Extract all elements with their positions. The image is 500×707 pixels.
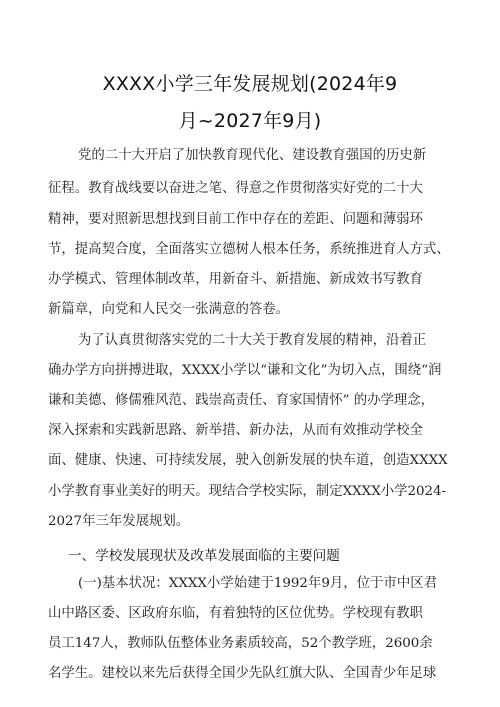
paragraph-line: 山中路区委、区政府东临，有着独特的区位优势。学校现有教职 <box>48 606 423 621</box>
document-title-line-2: 月~2027年9月) <box>178 110 322 132</box>
paragraph-line: 征程。教育战线要以奋进之笔、得意之作贯彻落实好党的二十大 <box>48 181 423 196</box>
paragraph-line: 谦和美德、修儒雅风范、践崇高责任、育家国情怀” 的办学理念， <box>48 393 435 408</box>
section-heading: 一、学校发展现状及改革发展面临的主要问题 <box>68 548 340 564</box>
paragraph-line: 面、健康、快速、可持续发展，驶入创新发展的快车道，创造XXXX <box>48 453 448 468</box>
paragraph-line: 2027年三年发展规划。 <box>48 514 190 529</box>
paragraph-line: 深入探索和实践新思路、新举措、新办法，从而有效推动学校全 <box>48 423 423 438</box>
paragraph-line: 节，提高契合度，全面落实立德树人根本任务，系统推进育人方式、 <box>48 242 450 257</box>
paragraph-line: 确办学方向拼搏进取，XXXX小学以“谦和文化”为切入点，围绕“润 <box>48 363 442 378</box>
paragraph-line: 小学教育事业美好的明天。现结合学校实际，制定XXXX小学2024- <box>48 484 447 499</box>
paragraph-line: 为了认真贯彻落实党的二十大关于教育发展的精神，沿着正 <box>78 333 427 348</box>
paragraph-line: 党的二十大开启了加快教育现代化、建设教育强国的历史新 <box>78 148 427 163</box>
paragraph-line: 新篇章，向党和人民交一张满意的答卷。 <box>48 302 290 317</box>
document-title-line-1: XXXX小学三年发展规划(2024年9 <box>102 73 398 95</box>
paragraph-line: 办学模式、管理体制改革，用新奋斗、新措施、新成效书写教育 <box>48 272 423 287</box>
paragraph-line: 精神，要对照新思想找到目前工作中存在的差距、问题和薄弱环 <box>48 212 423 227</box>
paragraph-line: 名学生。建校以来先后获得全国少先队红旗大队、全国青少年足球 <box>48 666 437 681</box>
paragraph-line: (一)基本状况：XXXX小学始建于1992年9月，位于市中区君 <box>78 576 437 591</box>
paragraph-line: 员工147人，教师队伍整体业务素质较高，52个教学班，2600余 <box>48 636 433 651</box>
